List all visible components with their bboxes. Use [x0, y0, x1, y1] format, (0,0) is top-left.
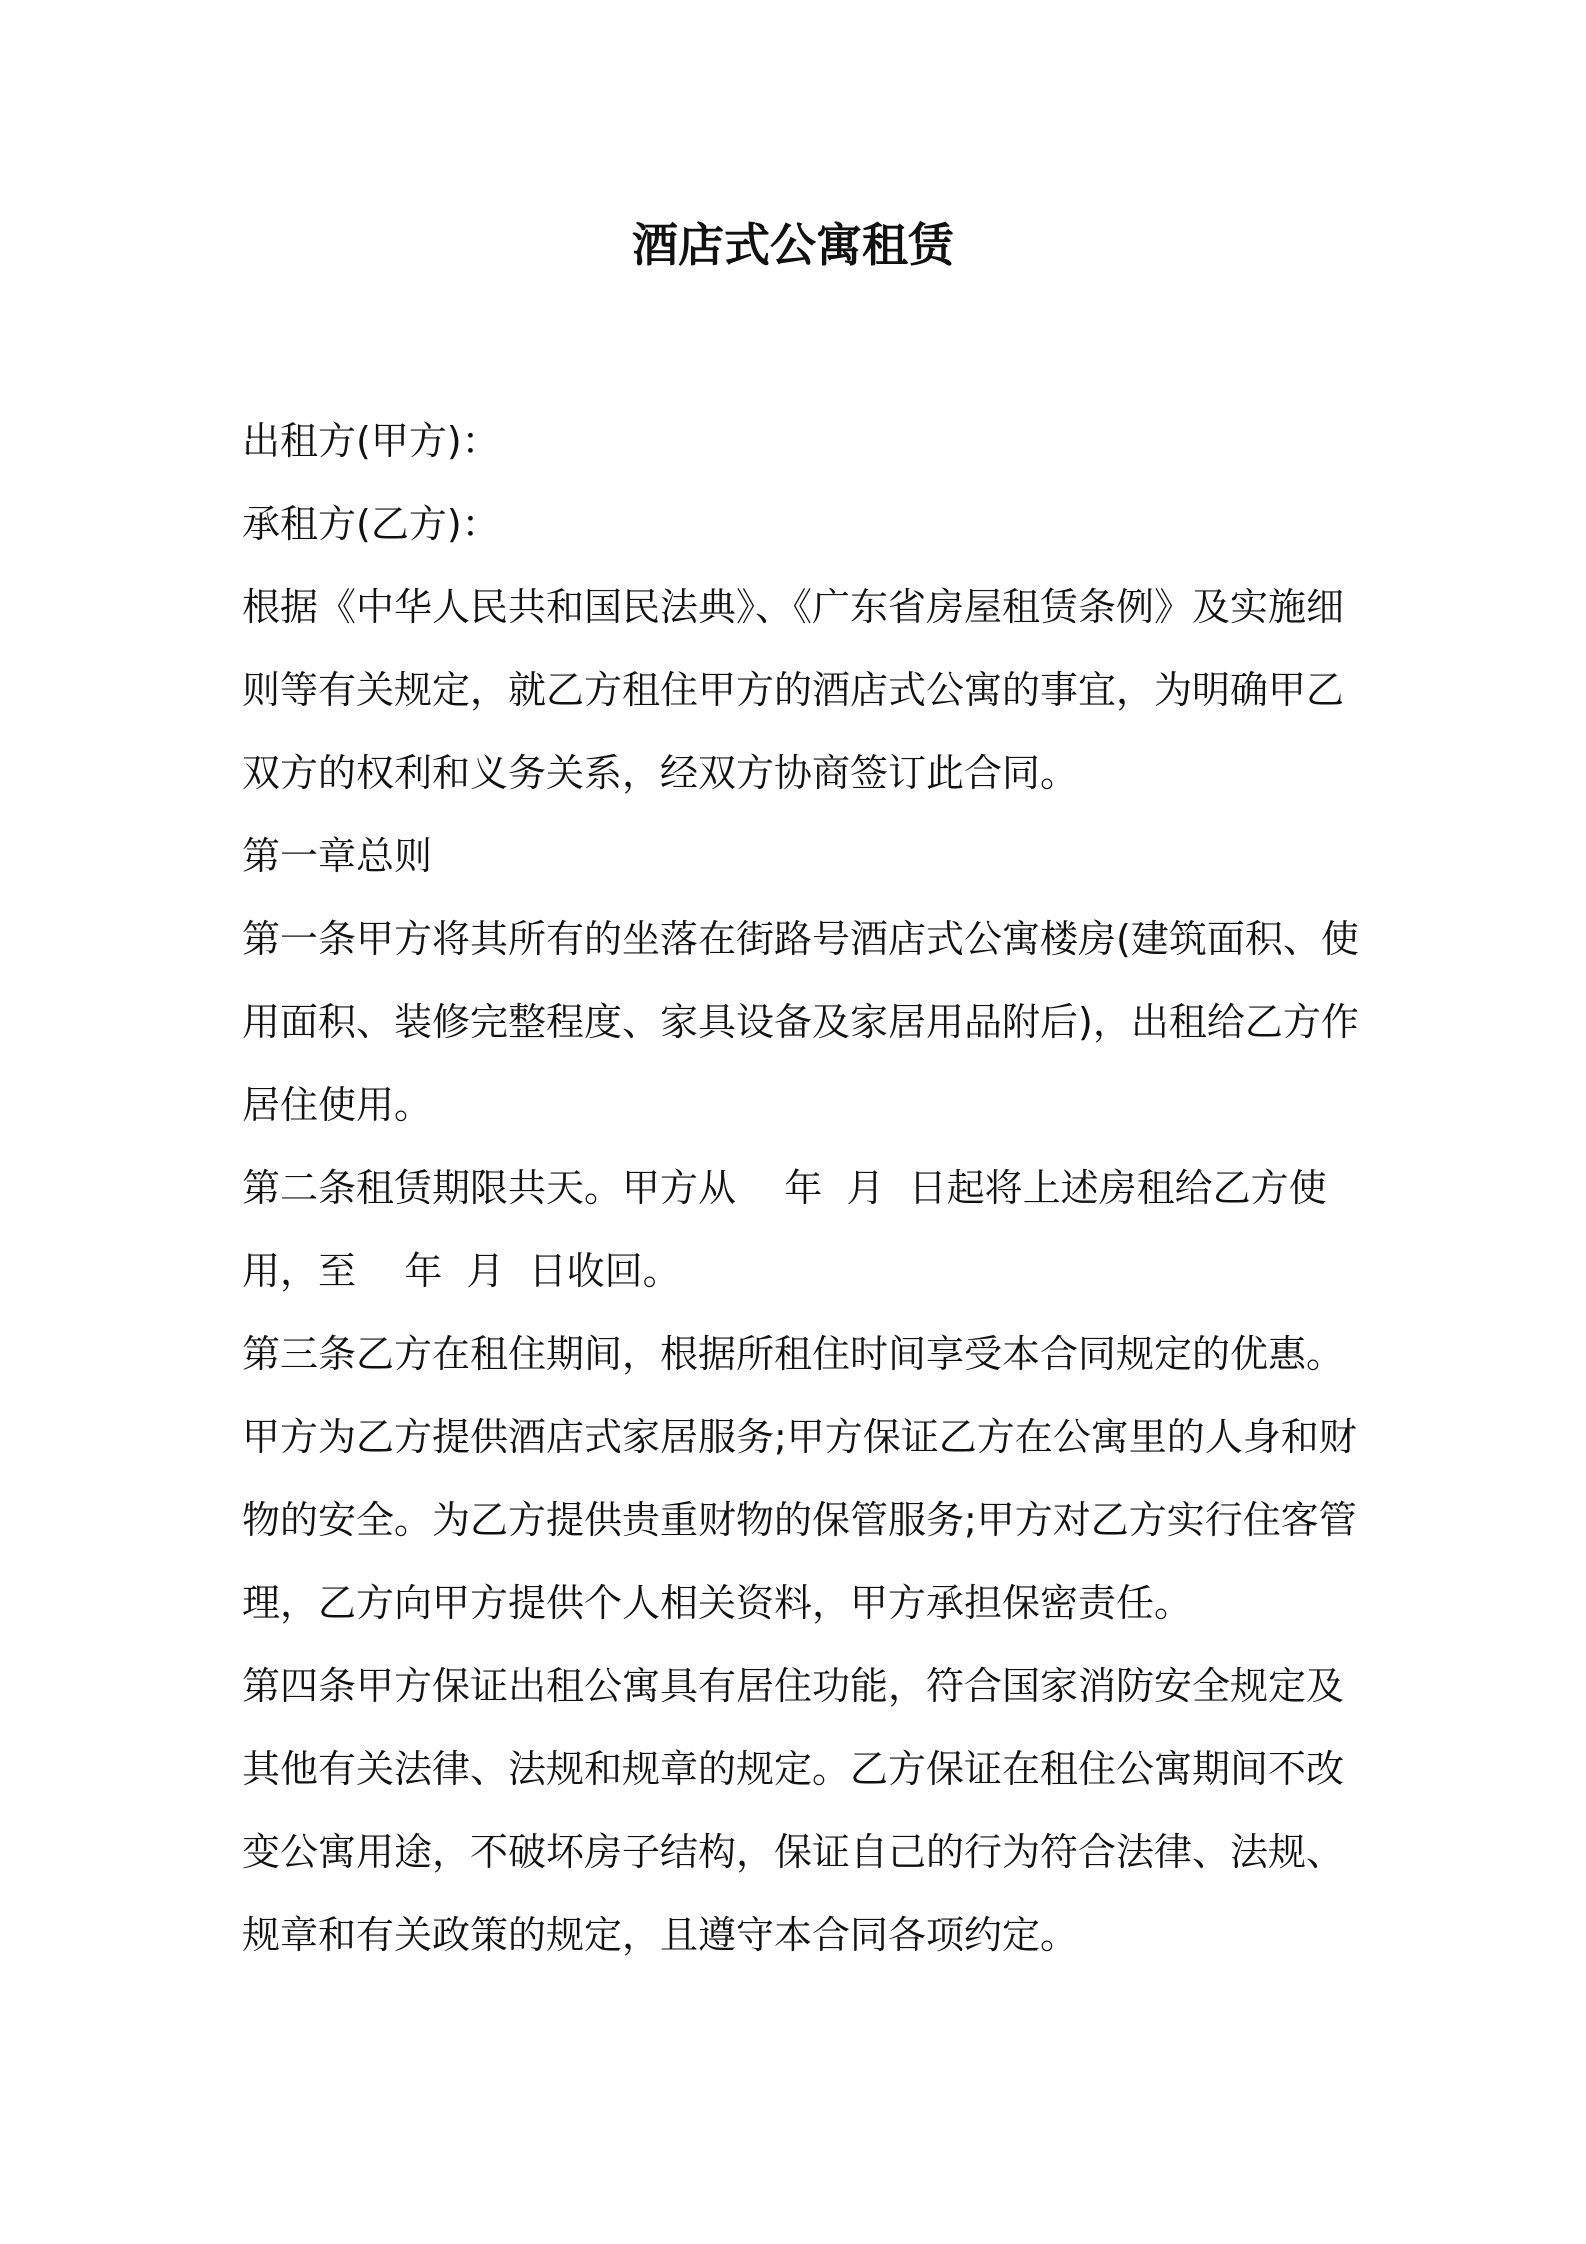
article-4-paragraph: 第四条甲方保证出租公寓具有居住功能，符合国家消防安全规定及其他有关法律、法规和规章的规定。乙方保证在租住公寓期间不改变公寓用途，不破坏房子结构，保证自己的行为符合法律、法规、规章和有关政策的规定，且遵守本合同各项约定。 [242, 1664, 1345, 1957]
document-title: 酒店式公寓租赁 [632, 218, 954, 272]
article-3-paragraph: 第三条乙方在租住期间，根据所租住时间享受本合同规定的优惠。甲方为乙方提供酒店式家居服务;甲方保证乙方在公寓里的人身和财物的安全。为乙方提供贵重财物的保管服务;甲方对乙方实行住客管理，乙方向甲方提供个人相关资料，甲方承担保密责任。 [242, 1332, 1357, 1625]
document-body [242, 400, 1362, 1977]
article-2-paragraph: 第二条租赁期限共天。甲方从 年 月 日起将上述房租给乙方使用，至 年 月 日收回。 [242, 1166, 1327, 1293]
lessor-line: 出租方(甲方)： [242, 419, 500, 463]
lessee-line: 承租方(乙方)： [242, 502, 500, 546]
preamble-paragraph: 根据《中华人民共和国民法典》、《广东省房屋租赁条例》及实施细则等有关规定，就乙方租住甲方的酒店式公寓的事宜，为明确甲乙双方的权利和义务关系，经双方协商签订此合同。 [242, 585, 1345, 795]
article-1-paragraph: 第一条甲方将其所有的坐落在街路号酒店式公寓楼房(建筑面积、使用面积、装修完整程度、家具设备及家居用品附后)，出租给乙方作居住使用。 [242, 917, 1359, 1127]
chapter-heading: 第一章总则 [242, 834, 433, 878]
